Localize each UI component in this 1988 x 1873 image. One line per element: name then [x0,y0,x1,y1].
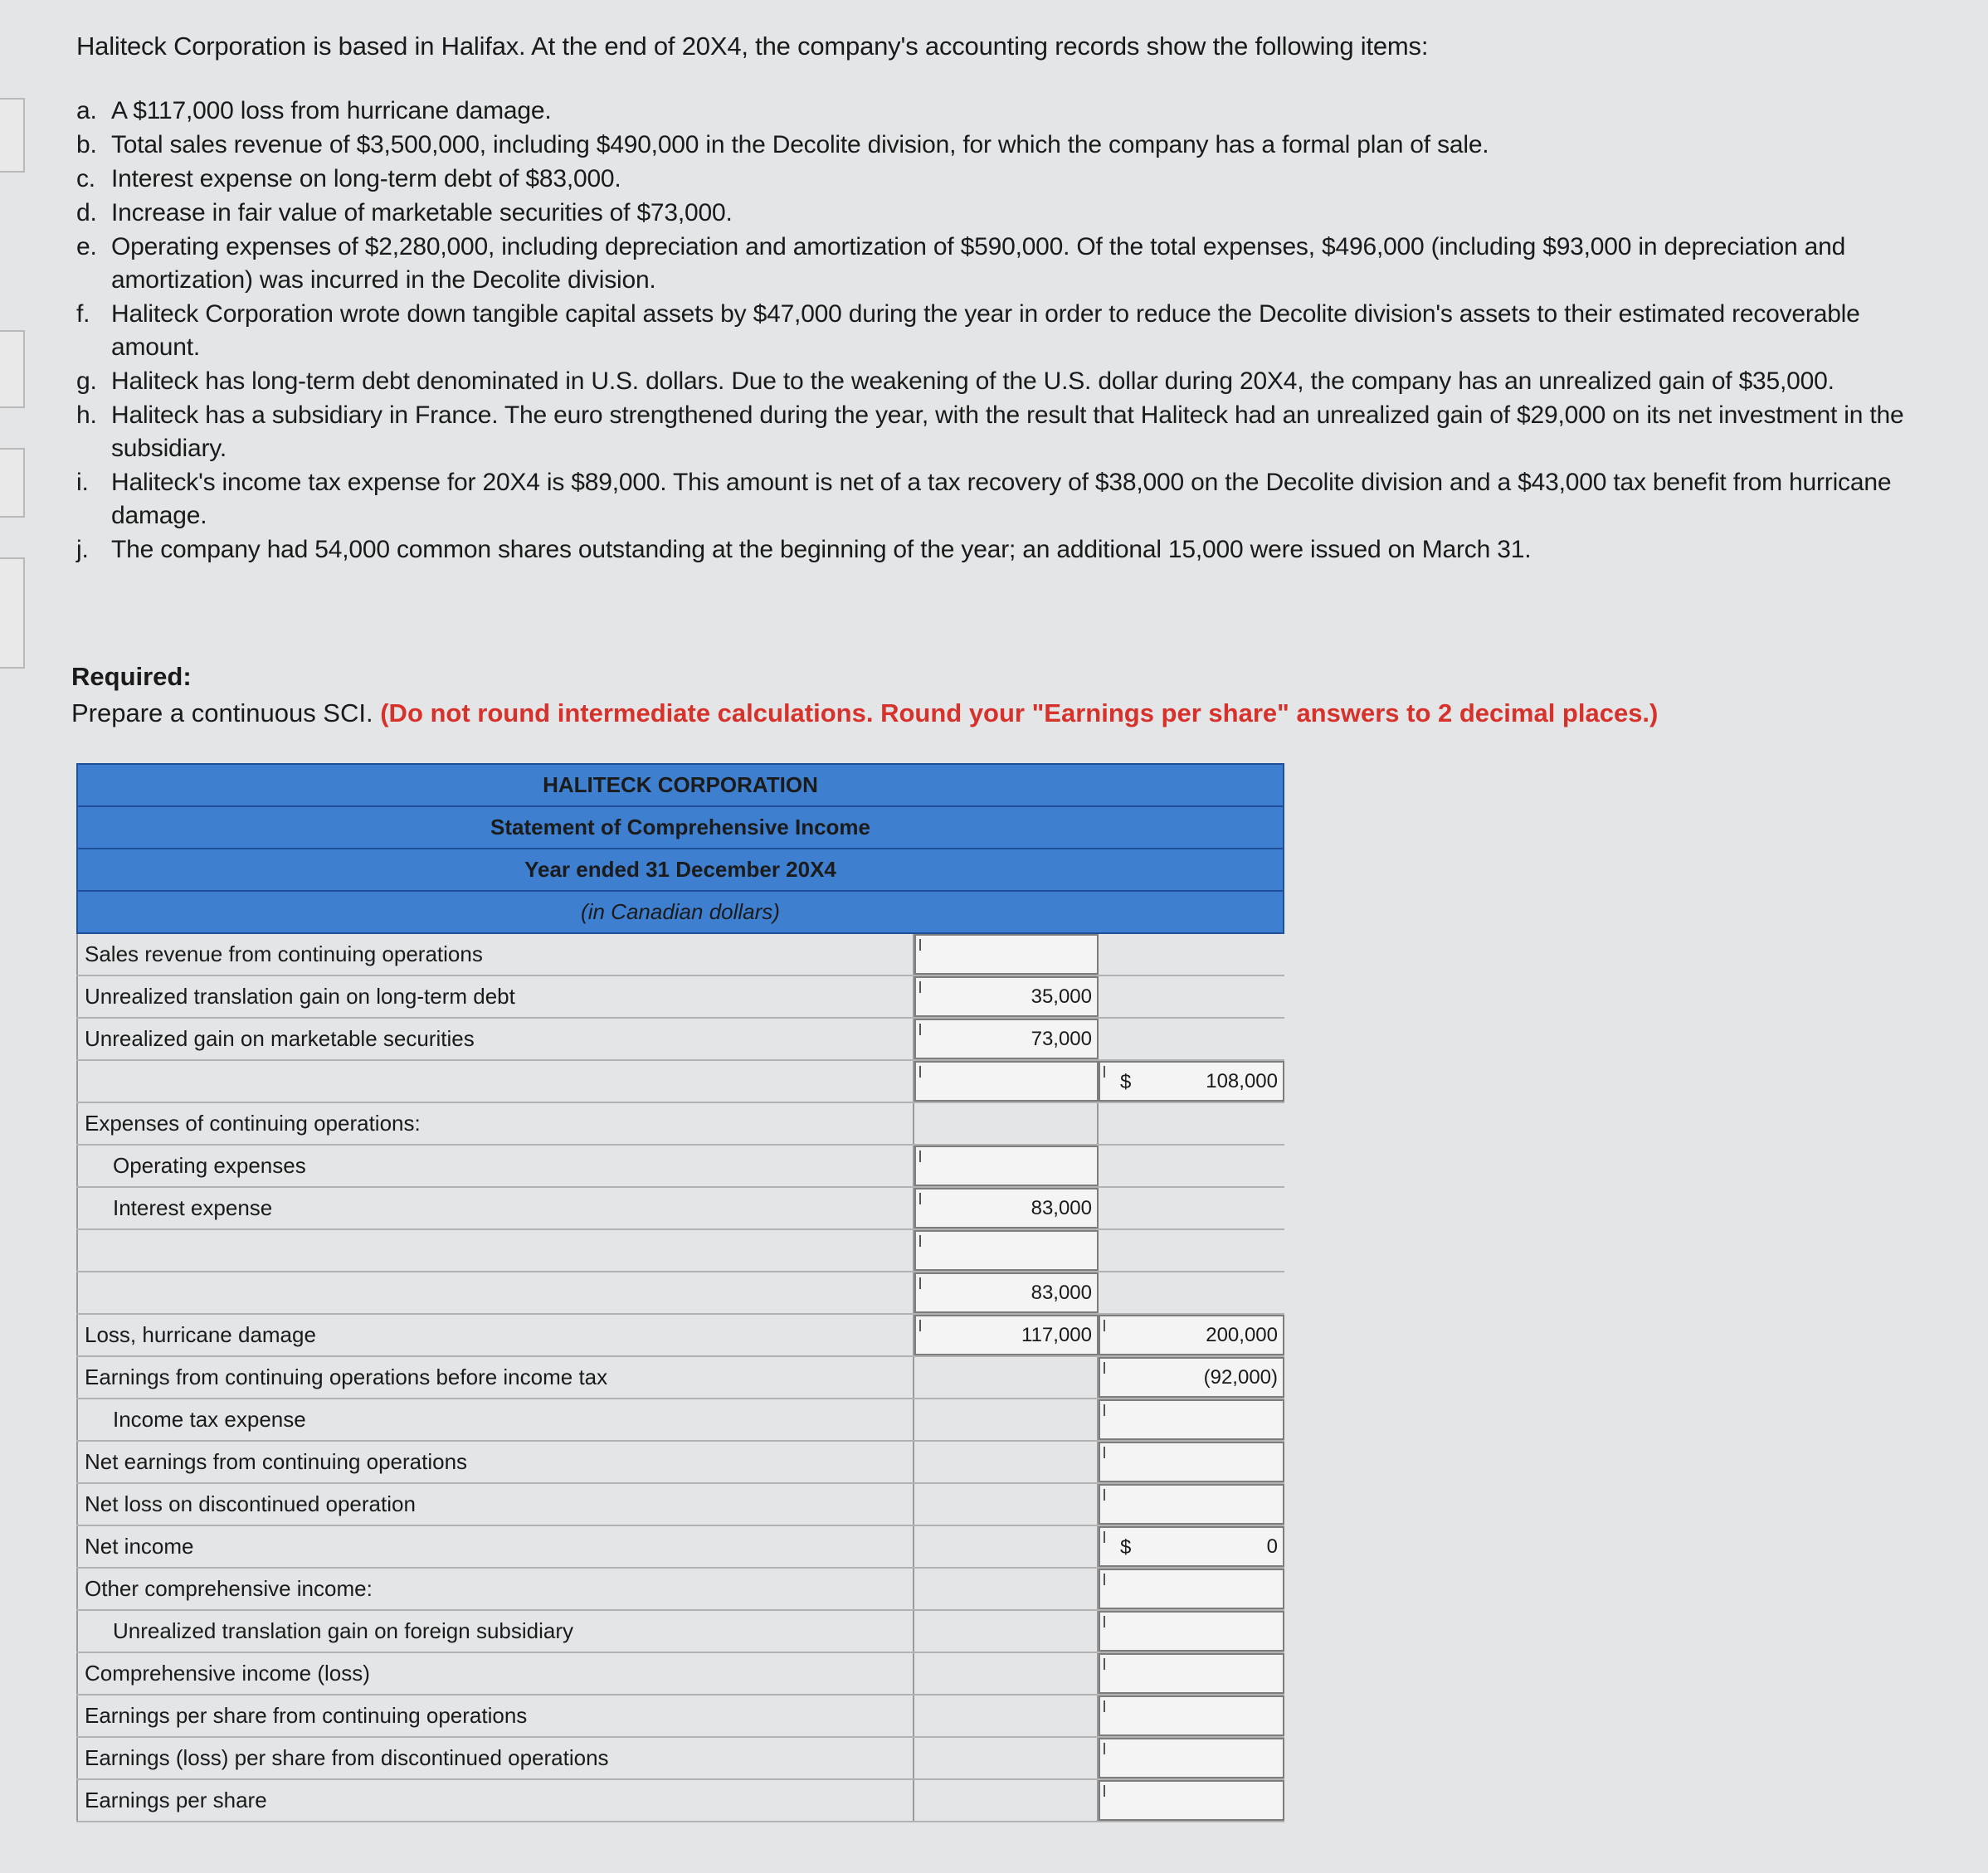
amount-input-col1 [914,1653,1099,1694]
amount-input-col2 [1099,1103,1284,1144]
input-marker [919,1151,926,1162]
item-letter: j. [76,536,89,563]
amount-input-col1[interactable] [914,1272,1099,1313]
side-tab [0,557,25,669]
amount-input-col1 [914,1695,1099,1736]
amount-input-col1 [914,1738,1099,1778]
row-label-select[interactable]: Earnings from continuing operations before income tax [76,1357,914,1398]
statement-row [76,1653,1284,1695]
statement-row [76,1738,1284,1780]
amount-input-col1 [914,1484,1099,1525]
company-name: HALITECK CORPORATION [78,765,1283,807]
problem-item [76,129,1943,162]
problem-item [76,163,1943,196]
row-label-select[interactable]: Earnings (loss) per share from discontinued operations [76,1738,914,1778]
side-tab [0,448,25,518]
amount-input-col2[interactable] [1099,1061,1284,1102]
amount-value: 200,000 [1206,1323,1278,1346]
row-label-select[interactable] [76,1230,914,1271]
row-label-select[interactable]: Net loss on discontinued operation [76,1484,914,1525]
item-text: Haliteck has a subsidiary in France. The euro strengthened during the year, with the result that Haliteck had an unrealized gain of $29,000 on its net investment in the subsidiary. [111,401,1904,462]
item-text: Interest expense on long-term debt of $83,000. [111,165,621,192]
input-marker [919,1320,926,1331]
side-tab [0,330,25,408]
amount-input-col2[interactable] [1099,1695,1284,1736]
amount-input-col1 [914,1103,1099,1144]
statement-row [76,1272,1284,1315]
amount-input-col1 [914,1780,1099,1821]
input-marker [1104,1362,1110,1374]
input-marker [919,1235,926,1247]
row-label-select[interactable]: Loss, hurricane damage [76,1315,914,1355]
amount-input-col2[interactable] [1099,1780,1284,1821]
amount-value: 73,000 [1031,1027,1092,1050]
statement-row [76,1611,1284,1653]
problem-item [76,95,1943,128]
amount-input-col1[interactable] [914,976,1099,1017]
amount-input-col2[interactable] [1099,1357,1284,1398]
problem-item [76,365,1943,398]
required-line [71,698,1947,728]
amount-input-col1[interactable] [914,1061,1099,1102]
amount-input-col2[interactable] [1099,1653,1284,1694]
amount-value: 83,000 [1031,1196,1092,1219]
amount-input-col2 [1099,1188,1284,1228]
row-label-select[interactable]: Sales revenue from continuing operations [76,934,914,975]
item-text: Total sales revenue of $3,500,000, including $490,000 in the Decolite division, for which the company has a formal plan of sale. [111,131,1489,158]
statement-row [76,1399,1284,1442]
item-letter: c. [76,165,95,192]
row-label-select[interactable]: Earnings per share from continuing operations [76,1695,914,1736]
amount-value: 108,000 [1206,1069,1278,1092]
item-letter: g. [76,367,97,395]
statement-row [76,1146,1284,1188]
amount-input-col2[interactable] [1099,1399,1284,1440]
statement-currency: (in Canadian dollars) [78,892,1283,934]
row-label-select[interactable]: Earnings per share [76,1780,914,1821]
currency-symbol: $ [1120,1536,1132,1559]
item-letter: b. [76,131,97,158]
amount-input-col1[interactable] [914,1315,1099,1355]
amount-input-col2[interactable] [1099,1442,1284,1482]
statement-row [76,1315,1284,1357]
statement-row [76,1061,1284,1103]
statement-row [76,1569,1284,1611]
input-marker [919,1277,926,1289]
item-text: The company had 54,000 common shares outstanding at the beginning of the year; an additional 15,000 were issued on March 31. [111,536,1532,563]
amount-input-col2 [1099,1230,1284,1271]
row-label-select[interactable] [76,1061,914,1102]
item-letter: i. [76,469,89,496]
amount-input-col1 [914,1526,1099,1567]
input-marker [1104,1489,1110,1501]
required-title: Required: [71,662,192,691]
amount-input-col1[interactable] [914,1188,1099,1228]
input-marker [1104,1447,1110,1458]
problem-items [76,95,1943,567]
statement-row [76,1103,1284,1146]
amount-value: 117,000 [1021,1323,1092,1346]
problem-intro: Haliteck Corporation is based in Halifax. At the end of 20X4, the company's accounting records show the following items: [76,32,1429,61]
amount-input-col1 [914,1357,1099,1398]
problem-item [76,231,1943,297]
problem-item [76,197,1943,230]
amount-value: 0 [1266,1535,1278,1558]
problem-item [76,533,1943,567]
problem-item [76,466,1943,533]
amount-input-col2 [1099,1146,1284,1186]
amount-input-col1[interactable] [914,1019,1099,1059]
row-label-select[interactable]: Net income [76,1526,914,1567]
statement-row [76,1780,1284,1822]
amount-input-col2 [1099,976,1284,1017]
input-marker [919,981,926,993]
statement-row [76,976,1284,1019]
statement-period: Year ended 31 December 20X4 [78,849,1283,892]
row-label-select[interactable]: Interest expense [76,1188,914,1228]
required-section [71,662,1947,728]
input-marker [1104,1066,1110,1078]
amount-input-col2[interactable] [1099,1484,1284,1525]
amount-input-col1 [914,1569,1099,1609]
sci-worksheet [76,763,1284,1822]
required-instruction: Prepare a continuous SCI. [71,698,373,727]
input-marker [919,1066,926,1078]
problem-item [76,298,1943,364]
row-label-select[interactable]: Unrealized gain on marketable securities [76,1019,914,1059]
amount-input-col2[interactable] [1099,1611,1284,1652]
item-letter: d. [76,199,97,226]
amount-value: 83,000 [1031,1281,1092,1304]
row-label-select[interactable]: Expenses of continuing operations: [76,1103,914,1144]
amount-input-col1 [914,1442,1099,1482]
item-text: Increase in fair value of marketable securities of $73,000. [111,199,733,226]
amount-input-col2 [1099,934,1284,975]
input-marker [919,1193,926,1204]
amount-input-col1[interactable] [914,934,1099,975]
row-label-select[interactable]: Operating expenses [76,1146,914,1186]
row-label-select[interactable]: Net earnings from continuing operations [76,1442,914,1482]
amount-value: 35,000 [1031,985,1092,1008]
statement-row [76,1019,1284,1061]
statement-grid [76,934,1284,1822]
input-marker [1104,1616,1110,1627]
problem-item [76,399,1943,465]
row-label-select[interactable]: Other comprehensive income: [76,1569,914,1609]
amount-input-col1[interactable] [914,1146,1099,1186]
amount-input-col2[interactable] [1099,1526,1284,1567]
item-text: Haliteck has long-term debt denominated in U.S. dollars. Due to the weakening of the U.S. dollar during 20X4, the company has an unrealized gain of $35,000. [111,367,1835,395]
input-marker [1104,1700,1110,1712]
amount-input-col2 [1099,1019,1284,1059]
amount-input-col2[interactable] [1099,1738,1284,1778]
item-text: Haliteck Corporation wrote down tangible capital assets by $47,000 during the year in order to reduce the Decolite division's assets to their estimated recoverable amount. [111,300,1860,361]
item-letter: f. [76,300,90,328]
amount-input-col2[interactable] [1099,1569,1284,1609]
row-label-select[interactable]: Unrealized translation gain on long-term debt [76,976,914,1017]
input-marker [1104,1404,1110,1416]
amount-value: (92,000) [1203,1365,1278,1389]
statement-row [76,1442,1284,1484]
problem-statement [76,32,1943,567]
item-text: Haliteck's income tax expense for 20X4 is $89,000. This amount is net of a tax recovery of $38,000 on the Decolite division and a $43,000 tax benefit from hurricane damage. [111,469,1892,529]
statement-title: Statement of Comprehensive Income [78,807,1283,849]
input-marker [919,939,926,951]
item-text: A $117,000 loss from hurricane damage. [111,97,552,124]
statement-row [76,1484,1284,1526]
amount-input-col1 [914,1611,1099,1652]
amount-input-col1[interactable] [914,1230,1099,1271]
item-letter: h. [76,401,97,429]
statement-header [76,763,1284,934]
row-label-select[interactable]: Comprehensive income (loss) [76,1653,914,1694]
input-marker [1104,1743,1110,1754]
row-label-select[interactable]: Income tax expense [76,1399,914,1440]
side-tab [0,98,25,173]
item-text: Operating expenses of $2,280,000, including depreciation and amortization of $590,000. Of the total expenses, $496,000 (including $93,000 in depreciation and amortization) was incurred in the Decolite division. [111,233,1846,294]
input-marker [1104,1574,1110,1585]
input-marker [1104,1658,1110,1670]
statement-row [76,1230,1284,1272]
currency-symbol: $ [1120,1071,1132,1093]
statement-row [76,934,1284,976]
row-label-select[interactable] [76,1272,914,1313]
amount-input-col2 [1099,1272,1284,1313]
row-label-select[interactable]: Unrealized translation gain on foreign subsidiary [76,1611,914,1652]
input-marker [1104,1785,1110,1797]
amount-input-col2[interactable] [1099,1315,1284,1355]
input-marker [1104,1320,1110,1331]
statement-row [76,1188,1284,1230]
statement-row [76,1357,1284,1399]
statement-row [76,1526,1284,1569]
statement-row [76,1695,1284,1738]
item-letter: e. [76,233,97,260]
item-letter: a. [76,97,97,124]
amount-input-col1 [914,1399,1099,1440]
input-marker [1104,1531,1110,1543]
input-marker [919,1024,926,1035]
required-note: (Do not round intermediate calculations. Round your "Earnings per share" answers to 2 decimal places.) [380,698,1659,727]
